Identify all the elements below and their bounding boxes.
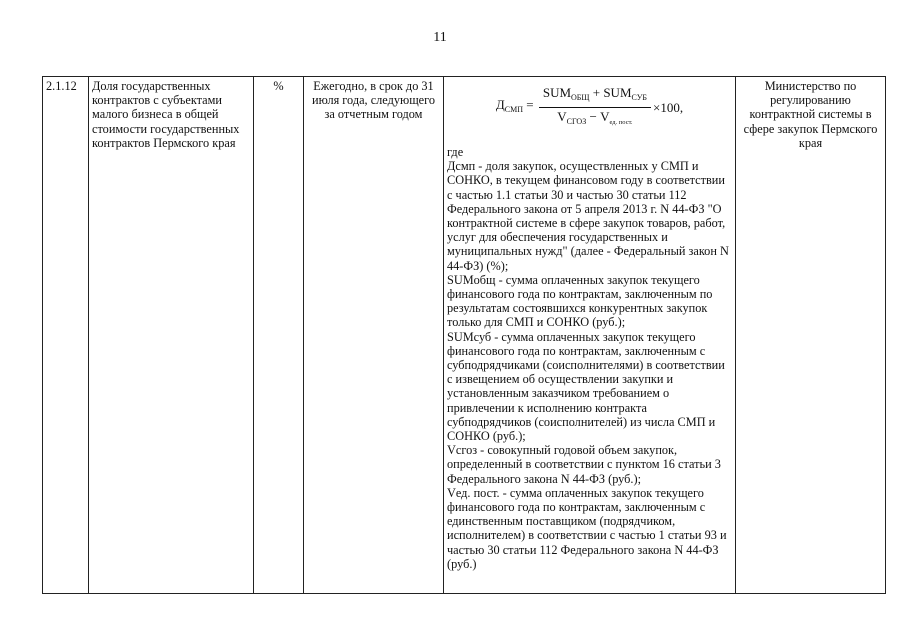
indicator-name: Доля государственных контрактов с субъектами малого бизнеса в общей стоимости государственных контрактов Пермского края	[89, 77, 254, 594]
formula-denominator: $V_{СГОЗ} - V_{ед. пост.}$	[557, 108, 633, 126]
definition-dsmp: Дсмп - доля закупок, осуществленных у СМП и СОНКО, в текущем финансовом году в соответствии с частью 1.1 статьи 30 и частью 30 статьи 112 Федерального закона от 5 апреля 2013 г. N 44-ФЗ "О контрактной системе в сфере закупок товаров, работ, услуг для обеспечения государственных и муниципальных нужд" (далее - Федеральный закон N 44-ФЗ) (%);	[447, 159, 729, 273]
formula	[447, 81, 732, 135]
formula-numerator: $SUM_{ОБЩ} + SUM_{СУБ}$	[539, 86, 651, 107]
definition-sum-sub: SUMсуб - сумма оплаченных закупок текущего финансового года по контрактам, заключенным с субподрядчиками (соисполнителями) в соответствии с извещением об осуществлении закупки и установленным заказчиком требованием о привлечении к исполнению контракта субподрядчиков (соисполнителей) из числа СМП и СОНКО (руб.);	[447, 329, 725, 444]
definition-v-sgoz: Vсгоз - совокупный годовой объем закупок, определенный в соответствии с пунктом 16 статьи 3 Федерального закона N 44-ФЗ (руб.);	[447, 443, 721, 486]
indicator-unit: %	[254, 77, 304, 594]
where-label: где	[447, 145, 464, 159]
calculation-method	[444, 77, 736, 594]
indicator-code: 2.1.12	[43, 77, 89, 594]
responsible-body: Министерство по регулированию контрактной системы в сфере закупок Пермского края	[736, 77, 886, 594]
reporting-frequency: Ежегодно, в срок до 31 июля года, следующего за отчетным годом	[304, 77, 444, 594]
formula-fraction	[539, 86, 651, 129]
formula-lhs: $Д_{СМП}$ =	[495, 97, 534, 115]
definition-sum-obsh: SUMобщ - сумма оплаченных закупок текущего финансового года по контрактам, заключенным по результатам состоявшихся конкурентных закупок только для СМП и СОНКО (руб.);	[447, 272, 713, 330]
page-number: 11	[433, 30, 447, 45]
table-row	[43, 77, 886, 594]
definition-v-ed-post: Vед. пост. - сумма оплаченных закупок текущего финансового года по контрактам, заключенным с единственным поставщиком (подрядчиком, исполнителем) в соответствии с частью 1 статьи 93 и частью 30 статьи 112 Федерального закона N 44-ФЗ (руб.)	[447, 485, 727, 571]
formula-multiplier: ×100,	[653, 99, 684, 115]
indicator-table	[42, 76, 886, 594]
